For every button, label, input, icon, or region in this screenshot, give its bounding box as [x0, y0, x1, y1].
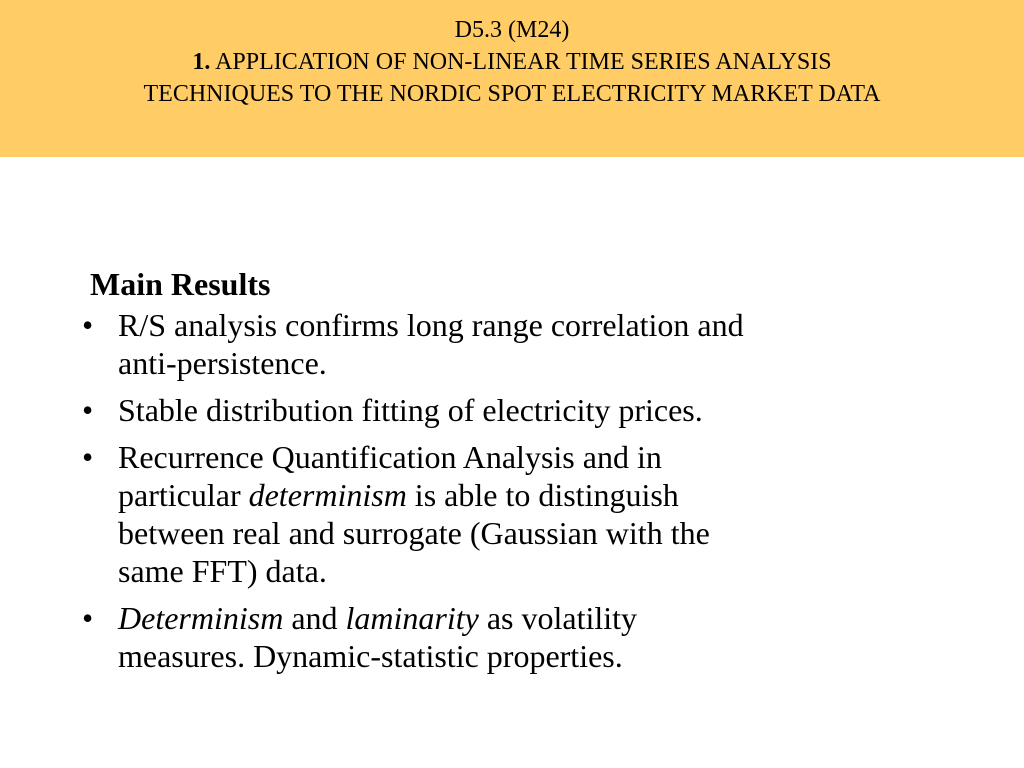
- text-run: and: [283, 600, 346, 636]
- section-number: 1.: [192, 49, 211, 75]
- bullet-text: [118, 438, 938, 590]
- bullet-glyph: •: [82, 600, 94, 636]
- slide-body: [78, 262, 938, 684]
- results-list: [78, 306, 938, 675]
- emphasis-determinism: determinism: [248, 477, 407, 513]
- bullet-text: [118, 391, 938, 429]
- bullet-glyph: •: [82, 307, 94, 343]
- text-run: Recurrence Quantification Analysis and in: [118, 439, 662, 475]
- bullet-glyph: •: [82, 439, 94, 475]
- text-run: is able to distinguish: [406, 477, 679, 513]
- list-item: [78, 438, 938, 590]
- text-run: Stable distribution fitting of electricity prices.: [118, 392, 703, 428]
- text-run: particular: [118, 477, 249, 513]
- bullet-text: [118, 599, 938, 675]
- header-line-1: [0, 14, 1024, 46]
- text-run: between real and surrogate (Gaussian with the: [118, 515, 710, 551]
- title-part-1: APPLICATION OF NON-LINEAR TIME SERIES ANALYSIS: [210, 49, 832, 75]
- text-run: R/S analysis confirms long range correlation and: [118, 307, 744, 343]
- section-title: Main Results: [90, 266, 271, 302]
- emphasis-determinism: Determinism: [118, 600, 284, 636]
- bullet-text: [118, 306, 938, 382]
- header-line-3: [0, 78, 1024, 110]
- list-item: [78, 306, 938, 382]
- text-run: same FFT) data.: [118, 553, 327, 589]
- text-run: measures. Dynamic-statistic properties.: [118, 638, 623, 674]
- list-item: [78, 391, 938, 429]
- title-part-2: TECHNIQUES TO THE NORDIC SPOT ELECTRICITY MARKET DATA: [143, 81, 881, 107]
- deliverable-code: D5.3 (M24): [454, 17, 570, 43]
- list-item: [78, 599, 938, 675]
- slide-header: [0, 0, 1024, 157]
- header-line-2: [0, 46, 1024, 78]
- text-run: anti-persistence.: [118, 345, 327, 381]
- emphasis-laminarity: laminarity: [345, 600, 479, 636]
- bullet-glyph: •: [82, 392, 94, 428]
- text-run: as volatility: [478, 600, 638, 636]
